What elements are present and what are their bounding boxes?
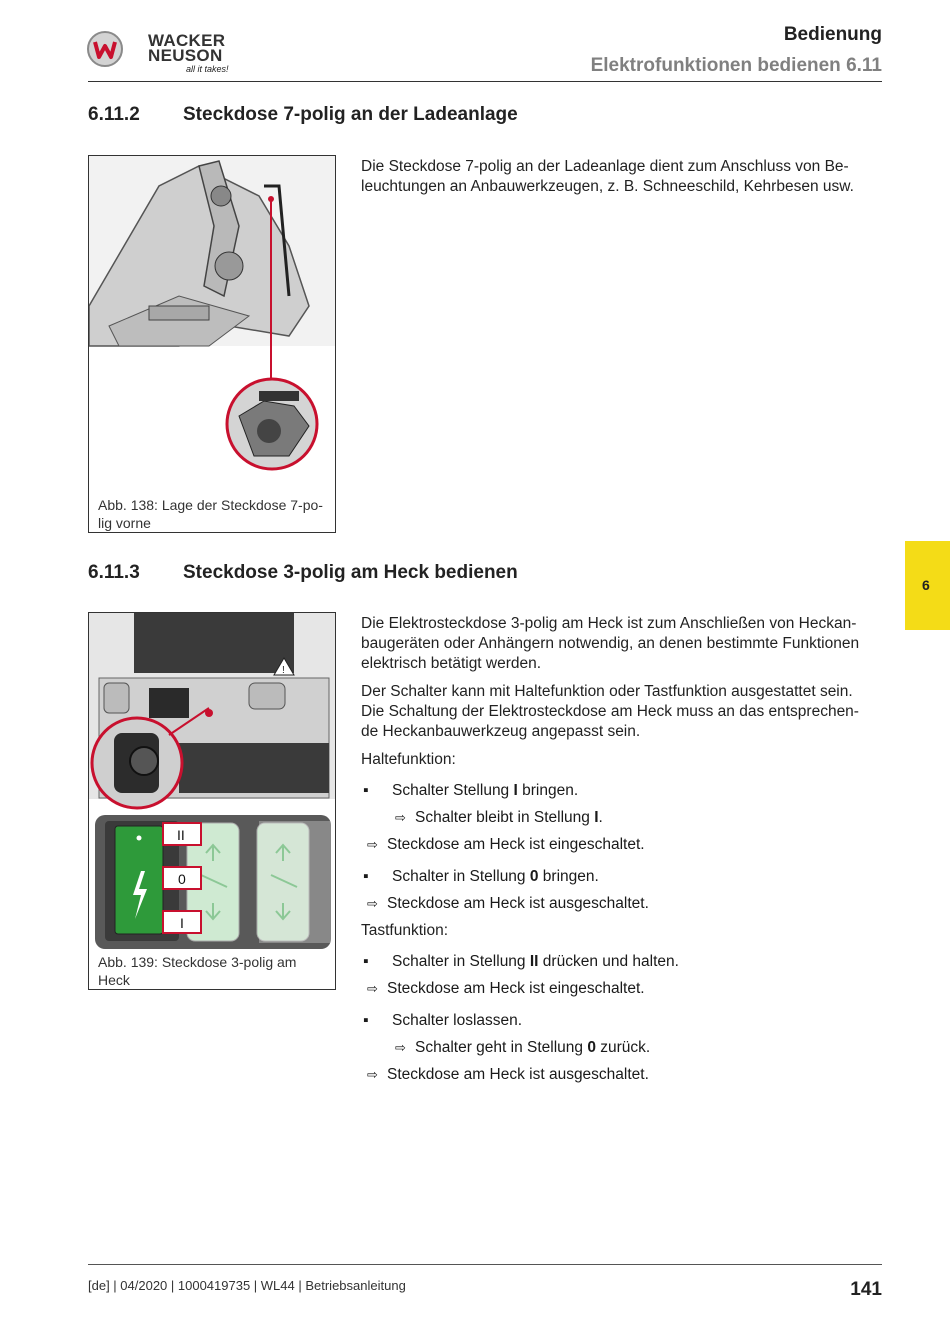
brand-name: WACKER NEUSON bbox=[148, 31, 226, 65]
arrow-right-icon: ⇨ bbox=[367, 896, 378, 911]
chapter-tab bbox=[905, 541, 950, 630]
header-divider bbox=[88, 81, 882, 82]
step-3: Schalter in Stellung II drücken und halten. bbox=[392, 953, 679, 970]
arrow-right-icon: ⇨ bbox=[367, 981, 378, 996]
halte-label: Haltefunktion: bbox=[361, 751, 456, 768]
heading-6-11-2 bbox=[88, 104, 518, 126]
bullet-icon: ▪ bbox=[363, 782, 369, 799]
result-4: Steckdose am Heck ist ausgeschaltet. bbox=[387, 1066, 649, 1083]
footer-text: [de] | 04/2020 | 1000419735 | WL44 | Betriebsanleitung bbox=[88, 1278, 406, 1293]
brand-tagline: all it takes! bbox=[186, 64, 229, 74]
step-2: Schalter in Stellung 0 bringen. bbox=[392, 868, 599, 885]
figure-139 bbox=[88, 612, 336, 990]
step-4: Schalter loslassen. bbox=[392, 1012, 523, 1029]
arrow-right-icon: ⇨ bbox=[395, 1040, 406, 1055]
bullet-icon: ▪ bbox=[363, 1012, 369, 1029]
switch-label-II: II bbox=[177, 827, 185, 843]
heading-text: Steckdose 3-polig am Heck bedienen bbox=[183, 562, 518, 583]
footer-divider bbox=[88, 1264, 882, 1265]
bullet-icon: ▪ bbox=[363, 868, 369, 885]
heading-text: Steckdose 7-polig an der Ladeanlage bbox=[183, 104, 518, 125]
section-6-11-3-para1: Die Elektrosteckdose 3-polig am Heck ist zum Anschließen von Heckan- baugeräten oder Anhängern notwendig, an denen bestimmte Funktionen elektrisch betätigt werden. bbox=[361, 615, 860, 672]
step-1: Schalter Stellung I bringen. bbox=[392, 782, 579, 799]
switch-label-I: I bbox=[180, 915, 184, 931]
heading-6-11-3 bbox=[88, 562, 518, 584]
figure-138 bbox=[88, 155, 336, 533]
heading-number: 6.11.2 bbox=[88, 104, 140, 125]
brand-logo-icon bbox=[87, 31, 123, 67]
figure-caption: Abb. 139: Steckdose 3-polig am Heck bbox=[98, 954, 297, 988]
result-2: Steckdose am Heck ist ausgeschaltet. bbox=[387, 895, 649, 912]
section-6-11-3-para2: Der Schalter kann mit Haltefunktion oder Tastfunktion ausgestattet sein. Die Schaltung der Elektrosteckdose am Heck muss an das entsprechen- de Heckanbauwerkzeug angepasst sein. bbox=[361, 683, 859, 740]
arrow-right-icon: ⇨ bbox=[367, 1067, 378, 1082]
svg-text:!: ! bbox=[282, 665, 285, 676]
step-4-result: Schalter geht in Stellung 0 zurück. bbox=[415, 1039, 651, 1056]
result-3: Steckdose am Heck ist eingeschaltet. bbox=[387, 980, 645, 997]
chapter-tab-label: 6 bbox=[922, 577, 930, 593]
section-6-11-2-text: Die Steckdose 7-polig an der Ladeanlage dient zum Anschluss von Be- leuchtungen an Anbauwerkzeugen, z. B. Schneeschild, Kehrbesen usw. bbox=[361, 158, 854, 195]
heading-number: 6.11.3 bbox=[88, 562, 140, 583]
rear-socket-illustration bbox=[89, 613, 335, 953]
chapter-title: Bedienung bbox=[783, 24, 882, 45]
section-title: Elektrofunktionen bedienen 6.11 bbox=[590, 55, 882, 76]
bullet-icon: ▪ bbox=[363, 953, 369, 970]
figure-caption: Abb. 138: Lage der Steckdose 7-po- lig vorne bbox=[98, 497, 323, 531]
result-1: Steckdose am Heck ist eingeschaltet. bbox=[387, 836, 645, 853]
page-number: 141 bbox=[850, 1279, 882, 1300]
arrow-right-icon: ⇨ bbox=[395, 810, 406, 825]
tast-label: Tastfunktion: bbox=[361, 922, 449, 939]
step-1-result: Schalter bleibt in Stellung I. bbox=[415, 809, 603, 826]
loader-arm-illustration bbox=[89, 156, 335, 496]
switch-label-0: 0 bbox=[178, 871, 186, 887]
arrow-right-icon: ⇨ bbox=[367, 837, 378, 852]
